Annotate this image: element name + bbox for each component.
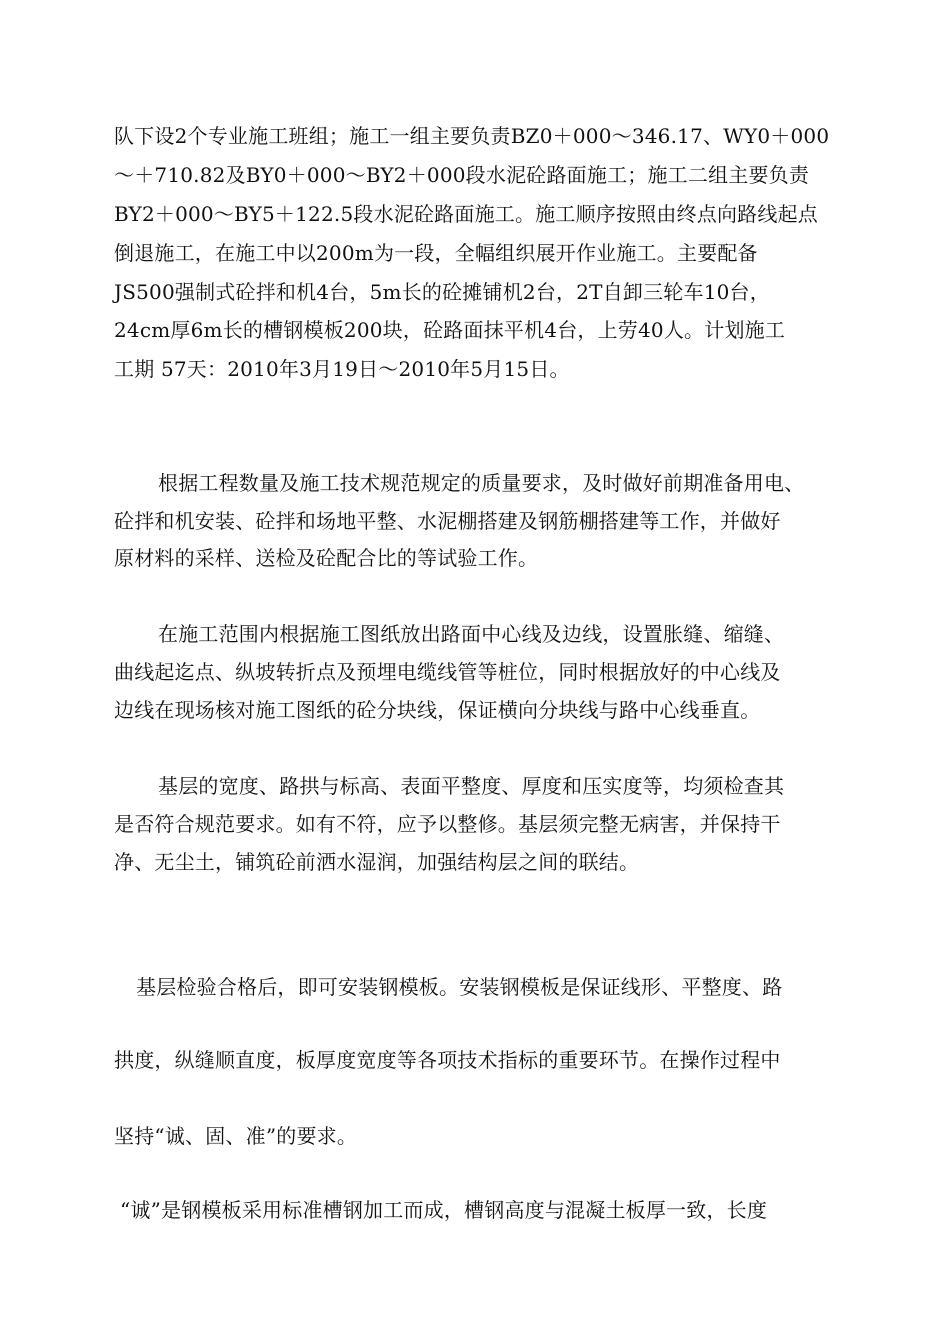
text-line: 根据工程数量及施工技术规范规定的质量要求，及时做好前期准备用电、 [158, 471, 805, 495]
text-line: 队下设2个专业施工班组；施工一组主要负责BZ0＋000～346.17、WY0＋000 [114, 124, 830, 148]
text-line: 拱度，纵缝顺直度，板厚度宽度等各项技术指标的重要环节。在操作过程中 [114, 1048, 781, 1072]
text-line: 边线在现场核对施工图纸的砼分块线，保证横向分块线与路中心线垂直。 [114, 698, 761, 722]
text-line: 砼拌和机安装、砼拌和场地平整、水泥棚搭建及钢筋棚搭建等工作，并做好 [114, 509, 781, 533]
text-line: JS500强制式砼拌和机4台，5m长的砼摊铺机2台，2T自卸三轮车10台， [114, 280, 770, 304]
text-line: 坚持“诚、固、准”的要求。 [114, 1124, 358, 1148]
text-line: 24cm厚6m长的槽钢模板200块，砼路面抹平机4台，上劳40人。计划施工 [114, 318, 786, 342]
text-line: 曲线起迄点、纵坡转折点及预埋电缆线管等桩位，同时根据放好的中心线及 [114, 660, 781, 684]
text-line: BY2＋000～BY5＋122.5段水泥砼路面施工。施工顺序按照由终点向路线起点 [114, 202, 818, 226]
text-line: 原材料的采样、送检及砼配合比的等试验工作。 [114, 546, 539, 570]
text-line: 基层的宽度、路拱与标高、表面平整度、厚度和压实度等，均须检查其 [158, 774, 785, 798]
text-line: 基层检验合格后，即可安装钢模板。安装钢模板是保证线形、平整度、路 [136, 975, 783, 999]
text-line: ～＋710.82及BY0＋000～BY2＋000段水泥砼路面施工；施工二组主要负责 [114, 163, 810, 187]
text-line: “诚”是钢模板采用标准槽钢加工而成，槽钢高度与混凝土板厚一致，长度 [120, 1198, 768, 1222]
text-line: 净、无尘土，铺筑砼前洒水湿润，加强结构层之间的联结。 [114, 850, 640, 874]
text-line: 工期 57天：2010年3月19日～2010年5月15日。 [114, 357, 570, 381]
text-line: 是否符合规范要求。如有不符，应予以整修。基层须完整无病害，并保持干 [114, 812, 781, 836]
text-line: 在施工范围内根据施工图纸放出路面中心线及边线，设置胀缝、缩缝、 [158, 622, 785, 646]
text-line: 倒退施工，在施工中以200m为一段，全幅组织展开作业施工。主要配备 [114, 241, 758, 265]
